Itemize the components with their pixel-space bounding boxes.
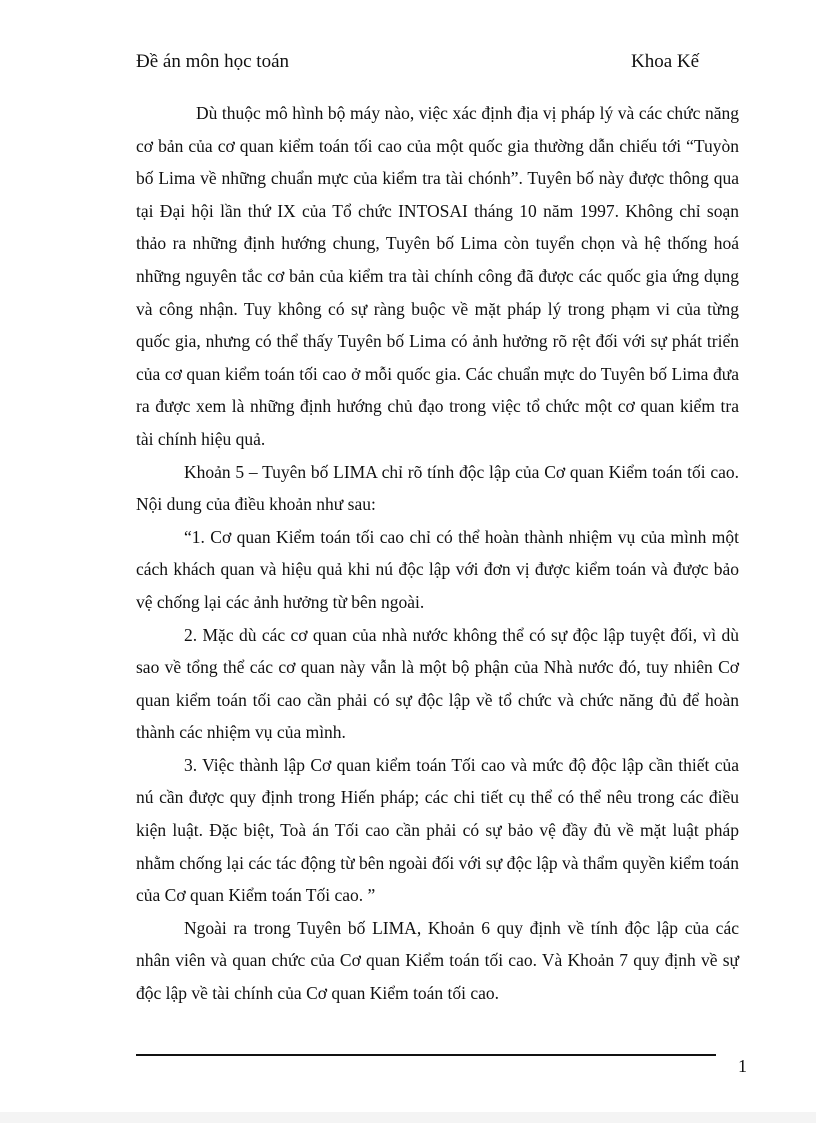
page-bottom-edge (0, 1112, 816, 1123)
paragraph-lima-intro: Dù thuộc mô hình bộ máy nào, việc xác định địa vị pháp lý và các chức năng cơ bản của cơ quan kiểm toán tối cao của một quốc gia thường dẫn chiếu tới “Tuyòn bố Lima về những chuẩn mực của kiểm tra tài chónh”. Tuyên bố này được thông qua tại Đại hội lần thứ IX của Tổ chức INTOSAI tháng 10 năm 1997. Không chỉ soạn thảo ra những định hướng chung, Tuyên bố Lima còn tuyển chọn và hệ thống hoá những nguyên tắc cơ bản của kiểm tra tài chính công đã được các quốc gia ứng dụng và công nhận. Tuy không có sự ràng buộc về mặt pháp lý trong phạm vi của từng quốc gia, nhưng có thể thấy Tuyên bố Lima có ảnh hưởng rõ rệt đối với sự phát triển của cơ quan kiểm toán tối cao ở mỗi quốc gia. Các chuẩn mực do Tuyên bố Lima đưa ra được xem là những định hướng chủ đạo trong việc tổ chức một cơ quan kiểm tra tài chính hiệu quả. (136, 103, 739, 449)
footer-divider (136, 1054, 716, 1056)
paragraph-item-1: “1. Cơ quan Kiểm toán tối cao chỉ có thể hoàn thành nhiệm vụ của mình một cách khách quan và hiệu quả khi nú độc lập với đơn vị được kiểm toán và được bảo vệ chống lại các ảnh hưởng từ bên ngoài. (136, 526, 739, 612)
body-text (136, 97, 739, 1010)
paragraph-clauses-6-7: Ngoài ra trong Tuyên bố LIMA, Khoản 6 quy định về tính độc lập của các nhân viên và quan chức của Cơ quan Kiểm toán tối cao. Và Khoản 7 quy định về sự độc lập về tài chính của Cơ quan Kiểm toán tối cao. (136, 917, 739, 1004)
paragraph-item-3: 3. Việc thành lập Cơ quan kiểm toán Tối cao và mức độ độc lập cần thiết của nú cần được quy định trong Hiến pháp; các chi tiết cụ thể có thể nêu trong các điều kiện luật. Đặc biệt, Toà án Tối cao cần phải có sự bảo vệ đầy đủ về mặt luật pháp nhằm chống lại các tác động từ bên ngoài đối với sự độc lập và thẩm quyền kiểm toán của Cơ quan Kiểm toán Tối cao. ” (136, 754, 739, 906)
header-department: Khoa Kế (631, 51, 700, 72)
header-course-title: Đề án môn học toán (136, 51, 290, 72)
paragraph-clause-5: Khoản 5 – Tuyên bố LIMA chỉ rõ tính độc lập của Cơ quan Kiểm toán tối cao. Nội dung của điều khoản như sau: (136, 461, 739, 515)
page-number: 1 (738, 1056, 747, 1076)
paragraph-item-2: 2. Mặc dù các cơ quan của nhà nước không thể có sự độc lập tuyệt đối, vì dù sao về tổng thể các cơ quan này vẫn là một bộ phận của Nhà nước đó, tuy nhiên Cơ quan kiểm toán tối cao cần phải có sự độc lập về tổ chức và chức năng đủ để hoàn thành các nhiệm vụ của mình. (136, 624, 739, 743)
